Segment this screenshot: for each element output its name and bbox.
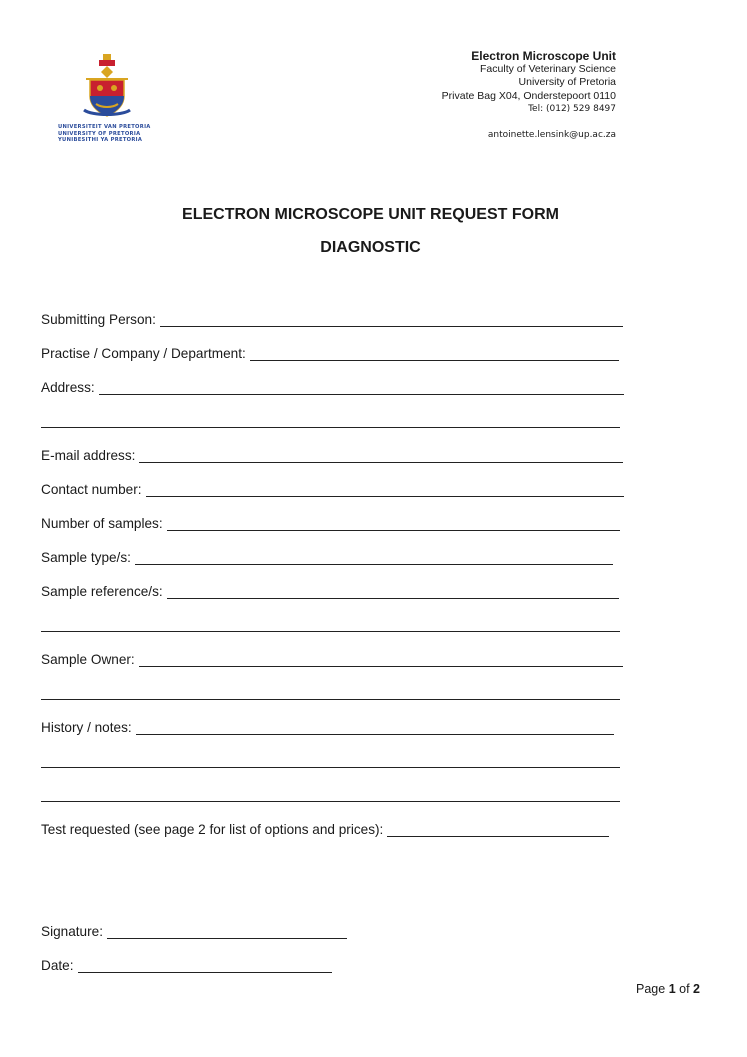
signature-label: Signature: bbox=[41, 924, 103, 939]
practise-input[interactable] bbox=[250, 346, 619, 361]
history-label: History / notes: bbox=[41, 720, 132, 735]
date-input[interactable] bbox=[78, 958, 332, 973]
field-contact bbox=[41, 479, 624, 497]
signature-input[interactable] bbox=[107, 924, 347, 939]
number-of-samples-input[interactable] bbox=[167, 516, 620, 531]
field-sample-reference bbox=[41, 581, 619, 599]
field-address bbox=[41, 377, 624, 395]
address-input[interactable] bbox=[99, 380, 624, 395]
address-line-2[interactable] bbox=[41, 427, 620, 428]
contact-input[interactable] bbox=[146, 482, 624, 497]
field-test-requested bbox=[41, 819, 609, 837]
address-label: Address: bbox=[41, 380, 95, 395]
logo-line-sepedi: YUNIBESITHI YA PRETORIA bbox=[58, 137, 143, 144]
email-label: E-mail address: bbox=[41, 448, 136, 463]
submitting-person-input[interactable] bbox=[160, 312, 623, 327]
form-title: ELECTRON MICROSCOPE UNIT REQUEST FORM bbox=[182, 206, 559, 223]
of-word: of bbox=[679, 982, 690, 996]
page-word: Page bbox=[636, 982, 666, 996]
postal-address: Private Bag X04, Onderstepoort 0110 bbox=[441, 89, 616, 102]
page-number bbox=[636, 982, 700, 996]
submitting-person-label: Submitting Person: bbox=[41, 312, 156, 327]
field-practise bbox=[41, 343, 619, 361]
history-line-2[interactable] bbox=[41, 767, 620, 768]
number-of-samples-label: Number of samples: bbox=[41, 516, 163, 531]
field-history bbox=[41, 717, 614, 735]
unit-name: Electron Microscope Unit bbox=[471, 49, 616, 63]
sample-type-label: Sample type/s: bbox=[41, 550, 131, 565]
sample-reference-line-2[interactable] bbox=[41, 631, 620, 632]
telephone: Tel: (012) 529 8497 bbox=[528, 104, 616, 115]
contact-label: Contact number: bbox=[41, 482, 142, 497]
sample-owner-line-2[interactable] bbox=[41, 699, 620, 700]
sample-reference-input[interactable] bbox=[167, 584, 619, 599]
field-email bbox=[41, 445, 623, 463]
date-label: Date: bbox=[41, 958, 74, 973]
form-subtitle: DIAGNOSTIC bbox=[320, 239, 421, 256]
field-submitting-person bbox=[41, 309, 623, 327]
email-link[interactable]: antoinette.lensink@up.ac.za bbox=[487, 129, 616, 140]
field-sample-owner bbox=[41, 649, 623, 667]
current-page: 1 bbox=[668, 982, 676, 996]
sample-owner-input[interactable] bbox=[139, 652, 623, 667]
contact-block bbox=[442, 49, 616, 142]
logo-line-afrikaans: UNIVERSITEIT VAN PRETORIA bbox=[58, 124, 151, 130]
practise-label: Practise / Company / Department: bbox=[41, 346, 246, 361]
test-requested-input[interactable] bbox=[387, 822, 609, 837]
sample-reference-label: Sample reference/s: bbox=[41, 584, 163, 599]
logo-wordmark bbox=[58, 124, 158, 144]
field-date bbox=[41, 955, 332, 973]
test-requested-label: Test requested (see page 2 for list of options and prices): bbox=[41, 822, 384, 837]
crest-icon bbox=[82, 52, 132, 120]
faculty-name: Faculty of Veterinary Science bbox=[480, 63, 616, 75]
university-logo bbox=[58, 52, 158, 144]
field-sample-type bbox=[41, 547, 613, 565]
logo-line-english: UNIVERSITY OF PRETORIA bbox=[58, 130, 141, 137]
field-signature bbox=[41, 921, 347, 939]
total-pages: 2 bbox=[693, 982, 700, 996]
history-input[interactable] bbox=[136, 720, 614, 735]
sample-type-input[interactable] bbox=[135, 550, 613, 565]
university-name: University of Pretoria bbox=[518, 76, 616, 89]
email-input[interactable] bbox=[139, 448, 623, 463]
sample-owner-label: Sample Owner: bbox=[41, 652, 135, 667]
field-number-of-samples bbox=[41, 513, 620, 531]
history-line-3[interactable] bbox=[41, 801, 620, 802]
